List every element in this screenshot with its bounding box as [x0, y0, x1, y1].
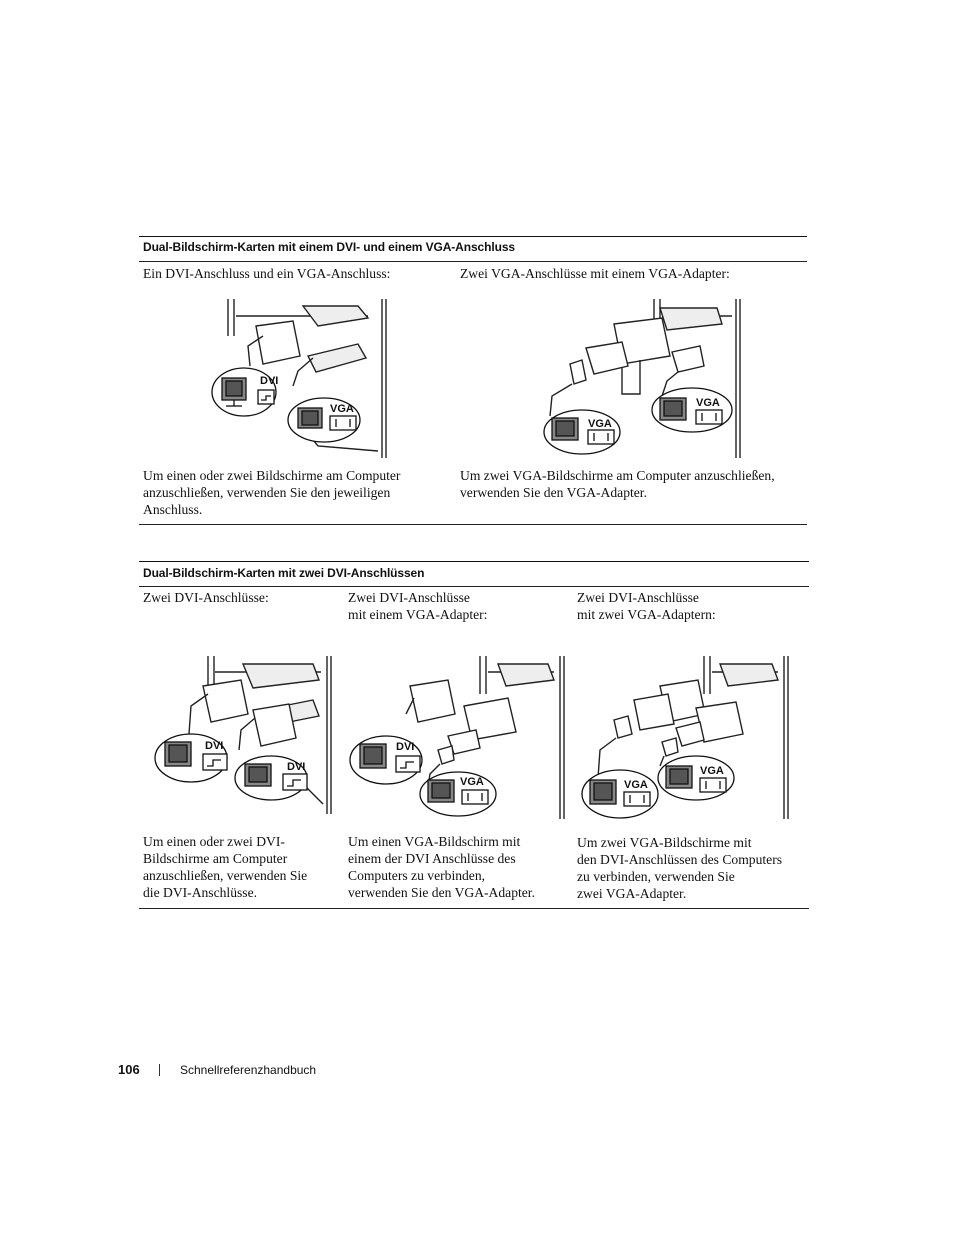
page-number: 106	[118, 1062, 140, 1077]
vga-label: VGA	[460, 776, 484, 788]
vga-label: VGA	[330, 403, 354, 415]
section2-top-rule	[139, 561, 809, 562]
section1-col2-description: Um zwei VGA-Bildschirme am Computer anzuschließen, verwenden Sie den VGA-Adapter.	[460, 468, 775, 500]
section1-col1-title: Ein DVI-Anschluss und ein VGA-Anschluss:	[143, 266, 391, 281]
vga-label-right: VGA	[696, 397, 720, 409]
dvi-label-right: DVI	[287, 761, 306, 773]
section1-bottom-rule	[139, 524, 807, 525]
section2-col1-title: Zwei DVI-Anschlüsse:	[143, 590, 269, 605]
section2-col2-description: Um einen VGA-Bildschirm mit einem der DVI Anschlüsse des Computers zu verbinden, verwenden Sie den VGA-Adapter.	[348, 834, 535, 900]
dvi-with-vga-adapter-illustration	[348, 654, 568, 819]
vga-label-left: VGA	[588, 418, 612, 430]
section1-top-rule	[139, 236, 807, 237]
vga-label-left: VGA	[624, 779, 648, 791]
dvi-vga-connection-illustration	[208, 296, 390, 458]
section2-col1-description: Um einen oder zwei DVI- Bildschirme am Computer anzuschließen, verwenden Sie die DVI-Anschlüsse.	[143, 834, 308, 900]
vga-label-right: VGA	[700, 765, 724, 777]
section1-heading: Dual-Bildschirm-Karten mit einem DVI- und einem VGA-Anschluss	[143, 240, 515, 254]
section2-header-rule	[139, 586, 809, 587]
section1-col1-description: Um einen oder zwei Bildschirme am Computer anzuschließen, verwenden Sie den jeweiligen Anschluss.	[143, 468, 401, 517]
vga-adapter-connection-illustration	[542, 296, 742, 458]
section1-col2-title: Zwei VGA-Anschlüsse mit einem VGA-Adapter:	[460, 266, 730, 281]
section2-bottom-rule	[139, 908, 809, 909]
dvi-label-left: DVI	[205, 740, 224, 752]
footer-title: Schnellreferenzhandbuch	[180, 1063, 317, 1077]
section2-col3-title: Zwei DVI-Anschlüsse mit zwei VGA-Adaptern:	[577, 590, 716, 622]
footer-divider	[159, 1064, 160, 1076]
dual-vga-adapters-illustration	[580, 654, 794, 819]
section2-col3-description: Um zwei VGA-Bildschirme mit den DVI-Anschlüssen des Computers zu verbinden, verwenden Sie zwei VGA-Adapter.	[577, 835, 783, 901]
dvi-label: DVI	[260, 375, 279, 387]
section2-col2-title: Zwei DVI-Anschlüsse mit einem VGA-Adapter:	[348, 590, 488, 622]
dvi-label: DVI	[396, 741, 415, 753]
section2-heading: Dual-Bildschirm-Karten mit zwei DVI-Anschlüssen	[143, 566, 425, 580]
section1-header-rule	[139, 261, 807, 262]
dual-dvi-connection-illustration	[153, 654, 335, 814]
